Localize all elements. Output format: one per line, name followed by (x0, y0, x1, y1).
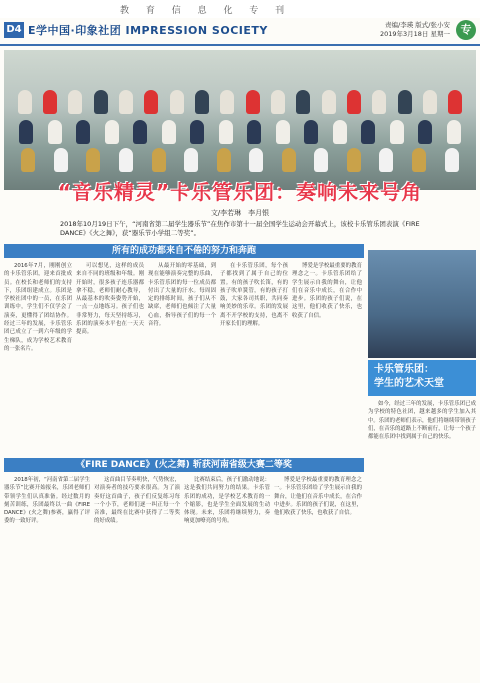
sidebar-column: 如今，经过三年的发展，卡乐管乐团已成为学校的特色社团，越来越多的学生加入其中。乐团的老师们表示，他们将继续带领孩子们，在音乐的道路上不断前行，让每一个孩子都能在乐团中找到属于自己的快乐。 (368, 401, 476, 441)
sidebar-title-line1: 卡乐管乐团： (374, 364, 434, 375)
sidebar-photo (368, 250, 476, 358)
editor-credit: 责编/李瑛 版式/张小安 (385, 21, 450, 29)
page-header (0, 18, 480, 46)
photo-row-front (12, 148, 468, 174)
column-7: 这首曲目节奏明快，气势恢宏，对演奏者的技巧要求很高。为了演奏好这首曲子，孩子们反复练习每一个小节，老师们逐一纠正每一个音准，最终在比赛中获得了二等奖的好成绩。 (94, 477, 180, 525)
masthead-title: 教 育 信 息 化 专 刊 (120, 6, 292, 16)
lede-paragraph: 2018年10月19日下午，“河南省第二届学生器乐节”在焦作市第十一届全国学生运动会开幕式上，该校卡乐管乐团表演《FIRE DANCE》《火之舞》，获“器乐节小学组二等奖”。 (60, 220, 420, 237)
column-4: 在卡乐管乐团，每个孩子都找到了属于自己的位置。有的孩子吹长笛，有的孩子吹单簧管，有的孩子打鼓，大家各司其职，共同奏响美妙的乐章。乐团的发展离不开学校的支持，也离不开家长们的理解。 (220, 263, 288, 328)
column-8b: 博爱是学校最重要的教育理念之一。卡乐管乐团给了学生展示自我的舞台，让他们在音乐中成长，在合作中进步。乐团的孩子们说，在这里，他们收获了快乐，也收获了自信。 (274, 477, 362, 517)
column-1: 2016年7月，刚刚创立的卡乐管乐团，迎来首批成员。在校长和老师们的支持下，乐团组建成立。乐团是学校社团中的一员，在乐团训练中，学生们不仅学会了演奏，更懂得了团结协作。经过三年的发展，卡乐管乐团已成立了一到六年级的学生梯队，成为学校艺术教育的一张名片。 (4, 263, 72, 352)
banner-first: 所有的成功都来自不倦的努力和奔跑 (4, 244, 364, 258)
header-info (380, 21, 450, 39)
section-badge-icon: 专 (456, 20, 476, 40)
column-3: 从最开始的零基础，到现在能够演奏完整的乐曲，卡乐管乐团的每一位成员都付出了大量的汗水。每周固定的排练时间，孩子们从不缺席，老师们也倾注了大量心血，指导孩子们的每一个音符。 (148, 263, 216, 328)
sidebar-title-box (368, 360, 476, 396)
masthead-strip (0, 0, 480, 18)
section-title: E学中国·印象社团 IMPRESSION SOCIETY (28, 24, 268, 37)
photo-row-back (12, 90, 468, 116)
sidebar-title-line2: 学生的艺术天堂 (374, 378, 444, 389)
band-photo (4, 50, 476, 190)
column-2: 可以想见，这样的成员来自不同的班级和年级。刚开始时，很多孩子连乐器都拿不稳，老师们耐心教导，从最基本的吹奏姿势开始，一点一点地练习。孩子们也非常努力，每天坚持练习，乐团的演奏水平也在一天天提高。 (76, 263, 144, 336)
issue-date: 2019年3月18日 星期一 (379, 30, 450, 38)
banner-second: 《FIRE DANCE》(火之舞) 斩获河南省级大赛二等奖 (4, 458, 364, 472)
article-title: “音乐精灵”卡乐管乐团：奏响未来号角 (57, 180, 423, 204)
column-6: 2018年初，“河南省第二届学生器乐节”比赛开始报名，乐团老师们带领学生们认真准备。经过数月的刻苦训练，乐团最终以一曲《FIRE DANCE》(火之舞)参赛，赢得了评委的一致好评。 (4, 477, 90, 525)
photo-row-middle (12, 120, 468, 146)
page-number: D4 (4, 22, 24, 38)
column-8: 比赛结束后，孩子们激动地说：这是我们共同努力的结果。卡乐管乐团的成功，是学校艺术教育的一个缩影，也是学生全面发展的生动体现。未来，乐团将继续努力，奏响更加嘹亮的号角。 (184, 477, 270, 525)
byline: 文/李若琳 李月银 (210, 209, 270, 217)
column-5: 博爱是学校最重要的教育理念之一。卡乐管乐团给了学生展示自我的舞台，让他们在音乐中成长，在合作中进步。乐团的孩子们说，在这里，他们收获了快乐，也收获了自信。 (292, 263, 362, 319)
